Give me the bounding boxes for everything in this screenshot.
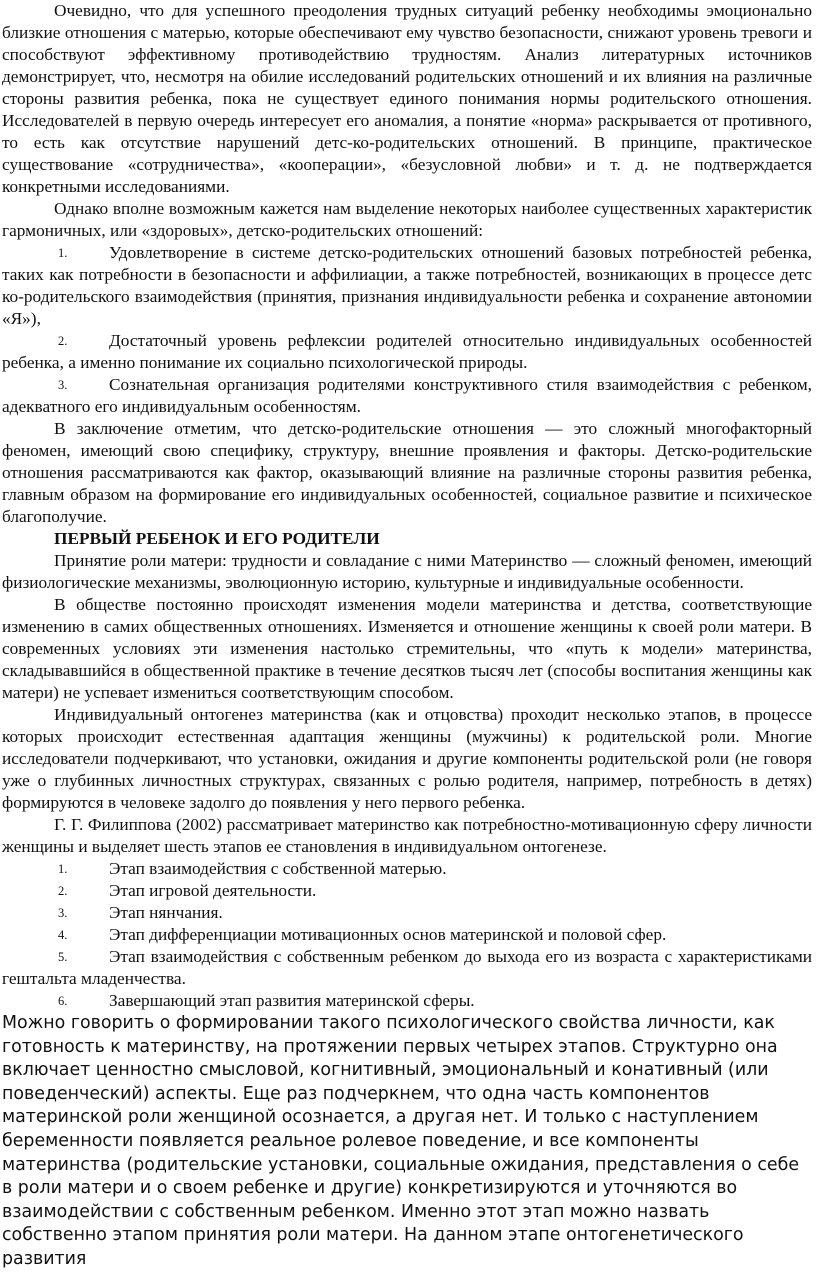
paragraph-motherhood-phenomenon: Принятие роли матери: трудности и совладание с ними Материнство — сложный феномен, имеющий физиологические механизмы, эволюционную историю, культурные и индивидуальные особенности. xyxy=(2,551,812,592)
list-item xyxy=(0,902,816,924)
list-item-number: 4. xyxy=(58,928,68,942)
list-item-number: 2. xyxy=(58,334,68,348)
list-item-text: Этап дифференциации мотивационных основ материнской и половой сфер. xyxy=(109,925,667,944)
list-item xyxy=(0,946,816,990)
paragraph-conclusion: В заключение отметим, что детско-родительские отношения — это сложный многофакторный феномен, имеющий свою специфику, структуру, внешние проявления и факторы. Детско-родительские отношения рассматриваются как фактор, оказывающий влияние на различные стороны развития ребенка, главным образом на формирование его индивидуальных особенностей, социальное развитие и психическое благополучие. xyxy=(2,419,812,526)
paragraph-intro: Очевидно, что для успешного преодоления трудных ситуаций ребенку необходимы эмоционально близкие отношения с матерью, которые обеспечивают ему чувство безопасности, снижают уровень тревоги и способствуют эффективному противодействию трудностям. Анализ литературных источников демонстрирует, что, несмотря на обилие исследований родительских отношений и их влияния на различные стороны развития ребенка, пока не существует единого понимания нормы родительского отношения. Исследователей в первую очередь интересует его аномалия, а понятие «норма» раскрывается от противного, то есть как отсутствие нарушений детс-ко-родительских отношений. В принципе, практическое существование «сотрудничества», «кооперации», «безусловной любви» и т. д. не подтверждается конкретными исследованиями. xyxy=(2,1,812,196)
list-item xyxy=(0,242,816,330)
list-item xyxy=(0,374,816,418)
list-item-number: 2. xyxy=(58,884,68,898)
list-item-text: Сознательная организация родителями конструктивного стиля взаимодействия с ребенком, адекватного его индивидуальным особенностям. xyxy=(2,375,812,416)
section-title: ПЕРВЫЙ РЕБЕНОК И ЕГО РОДИТЕЛИ xyxy=(54,529,380,548)
list-item xyxy=(0,858,816,880)
list-item xyxy=(0,924,816,946)
paragraph-harmonious-relations: Однако вполне возможным кажется нам выделение некоторых наиболее существенных характеристик гармоничных, или «здоровых», детско-родительских отношений: xyxy=(2,199,812,240)
list-item-text: Этап игровой деятельности. xyxy=(109,881,317,900)
list-item-number: 1. xyxy=(58,862,68,876)
list-item xyxy=(0,880,816,902)
list-item-number: 3. xyxy=(58,906,68,920)
list-item-number: 6. xyxy=(58,994,68,1008)
list-item-text: Достаточный уровень рефлексии родителей относительно индивидуальных особенностей ребенка, а именно понимание их социально психологической природы. xyxy=(2,331,812,372)
list-item-number: 1. xyxy=(58,246,68,260)
list-item-number: 3. xyxy=(58,378,68,392)
list-item-text: Этап взаимодействия с собственной матерью. xyxy=(109,859,447,878)
list-item-text: Этап нянчания. xyxy=(109,903,223,922)
list-item xyxy=(0,330,816,374)
paragraph-readiness-for-motherhood: Можно говорить о формировании такого психологического свойства личности, как готовность к материнству, на протяжении первых четырех этапов. Структурно она включает ценностно смысловой, когнитивный, эмоциональный и конативный (или поведенческий) аспекты. Еще раз подчеркнем, что одна часть компонентов материнской роли женщиной осознается, а другая нет. И только с наступлением беременности появляется реальное ролевое поведение, и все компоненты материнства (родительские установки, социальные ожидания, представления о себе в роли матери и о своем ребенке и другие) конкретизируются и уточняются во взаимодействии с собственным ребенком. Именно этот этап можно назвать собственно этапом принятия роли матери. На данном этапе онтогенетического развития xyxy=(2,1013,800,1269)
list-item-text: Завершающий этап развития материнской сферы. xyxy=(109,991,475,1010)
list-motherhood-stages xyxy=(0,858,816,1012)
list-harmonious-characteristics xyxy=(0,242,816,418)
list-item-number: 5. xyxy=(58,950,68,964)
list-item xyxy=(0,990,816,1012)
paragraph-motherhood-model: В обществе постоянно происходят изменения модели материнства и детства, соответствующие изменению в самих общественных отношениях. Изменяется и отношение женщины к своей роли матери. В современных условиях эти изменения настолько стремительны, что «путь к модели» материнства, складывавшийся в общественной практике в течение десятков тысяч лет (способы воспитания женщины как матери) не успевает измениться соответствующим способом. xyxy=(2,595,812,702)
paragraph-ontogenesis: Индивидуальный онтогенез материнства (как и отцовства) проходит несколько этапов, в процессе которых происходит естественная адаптация женщины (мужчины) к родительской роли. Многие исследователи подчеркивают, что установки, ожидания и другие компоненты родительской роли (не говоря уже о глубинных личностных структурах, связанных с ролью родителя, например, потребность в детях) формируются в человеке задолго до появления у него первого ребенка. xyxy=(2,705,812,812)
list-item-text: Этап взаимодействия с собственным ребенком до выхода его из возраста с характеристиками гештальта младенчества. xyxy=(2,947,812,988)
list-item-text: Удовлетворение в системе детско-родительских отношений базовых потребностей ребенка, таких как потребности в безопасности и аффилиации, а также потребностей, возникающих в процессе детс ко-родительского взаимодействия (принятия, признания индивидуальности ребенка и сохранение автономии «Я»), xyxy=(2,243,812,328)
paragraph-filippova: Г. Г. Филиппова (2002) рассматривает материнство как потребностно-мотивационную сферу личности женщины и выделяет шесть этапов ее становления в индивидуальном онтогенезе. xyxy=(2,815,812,856)
